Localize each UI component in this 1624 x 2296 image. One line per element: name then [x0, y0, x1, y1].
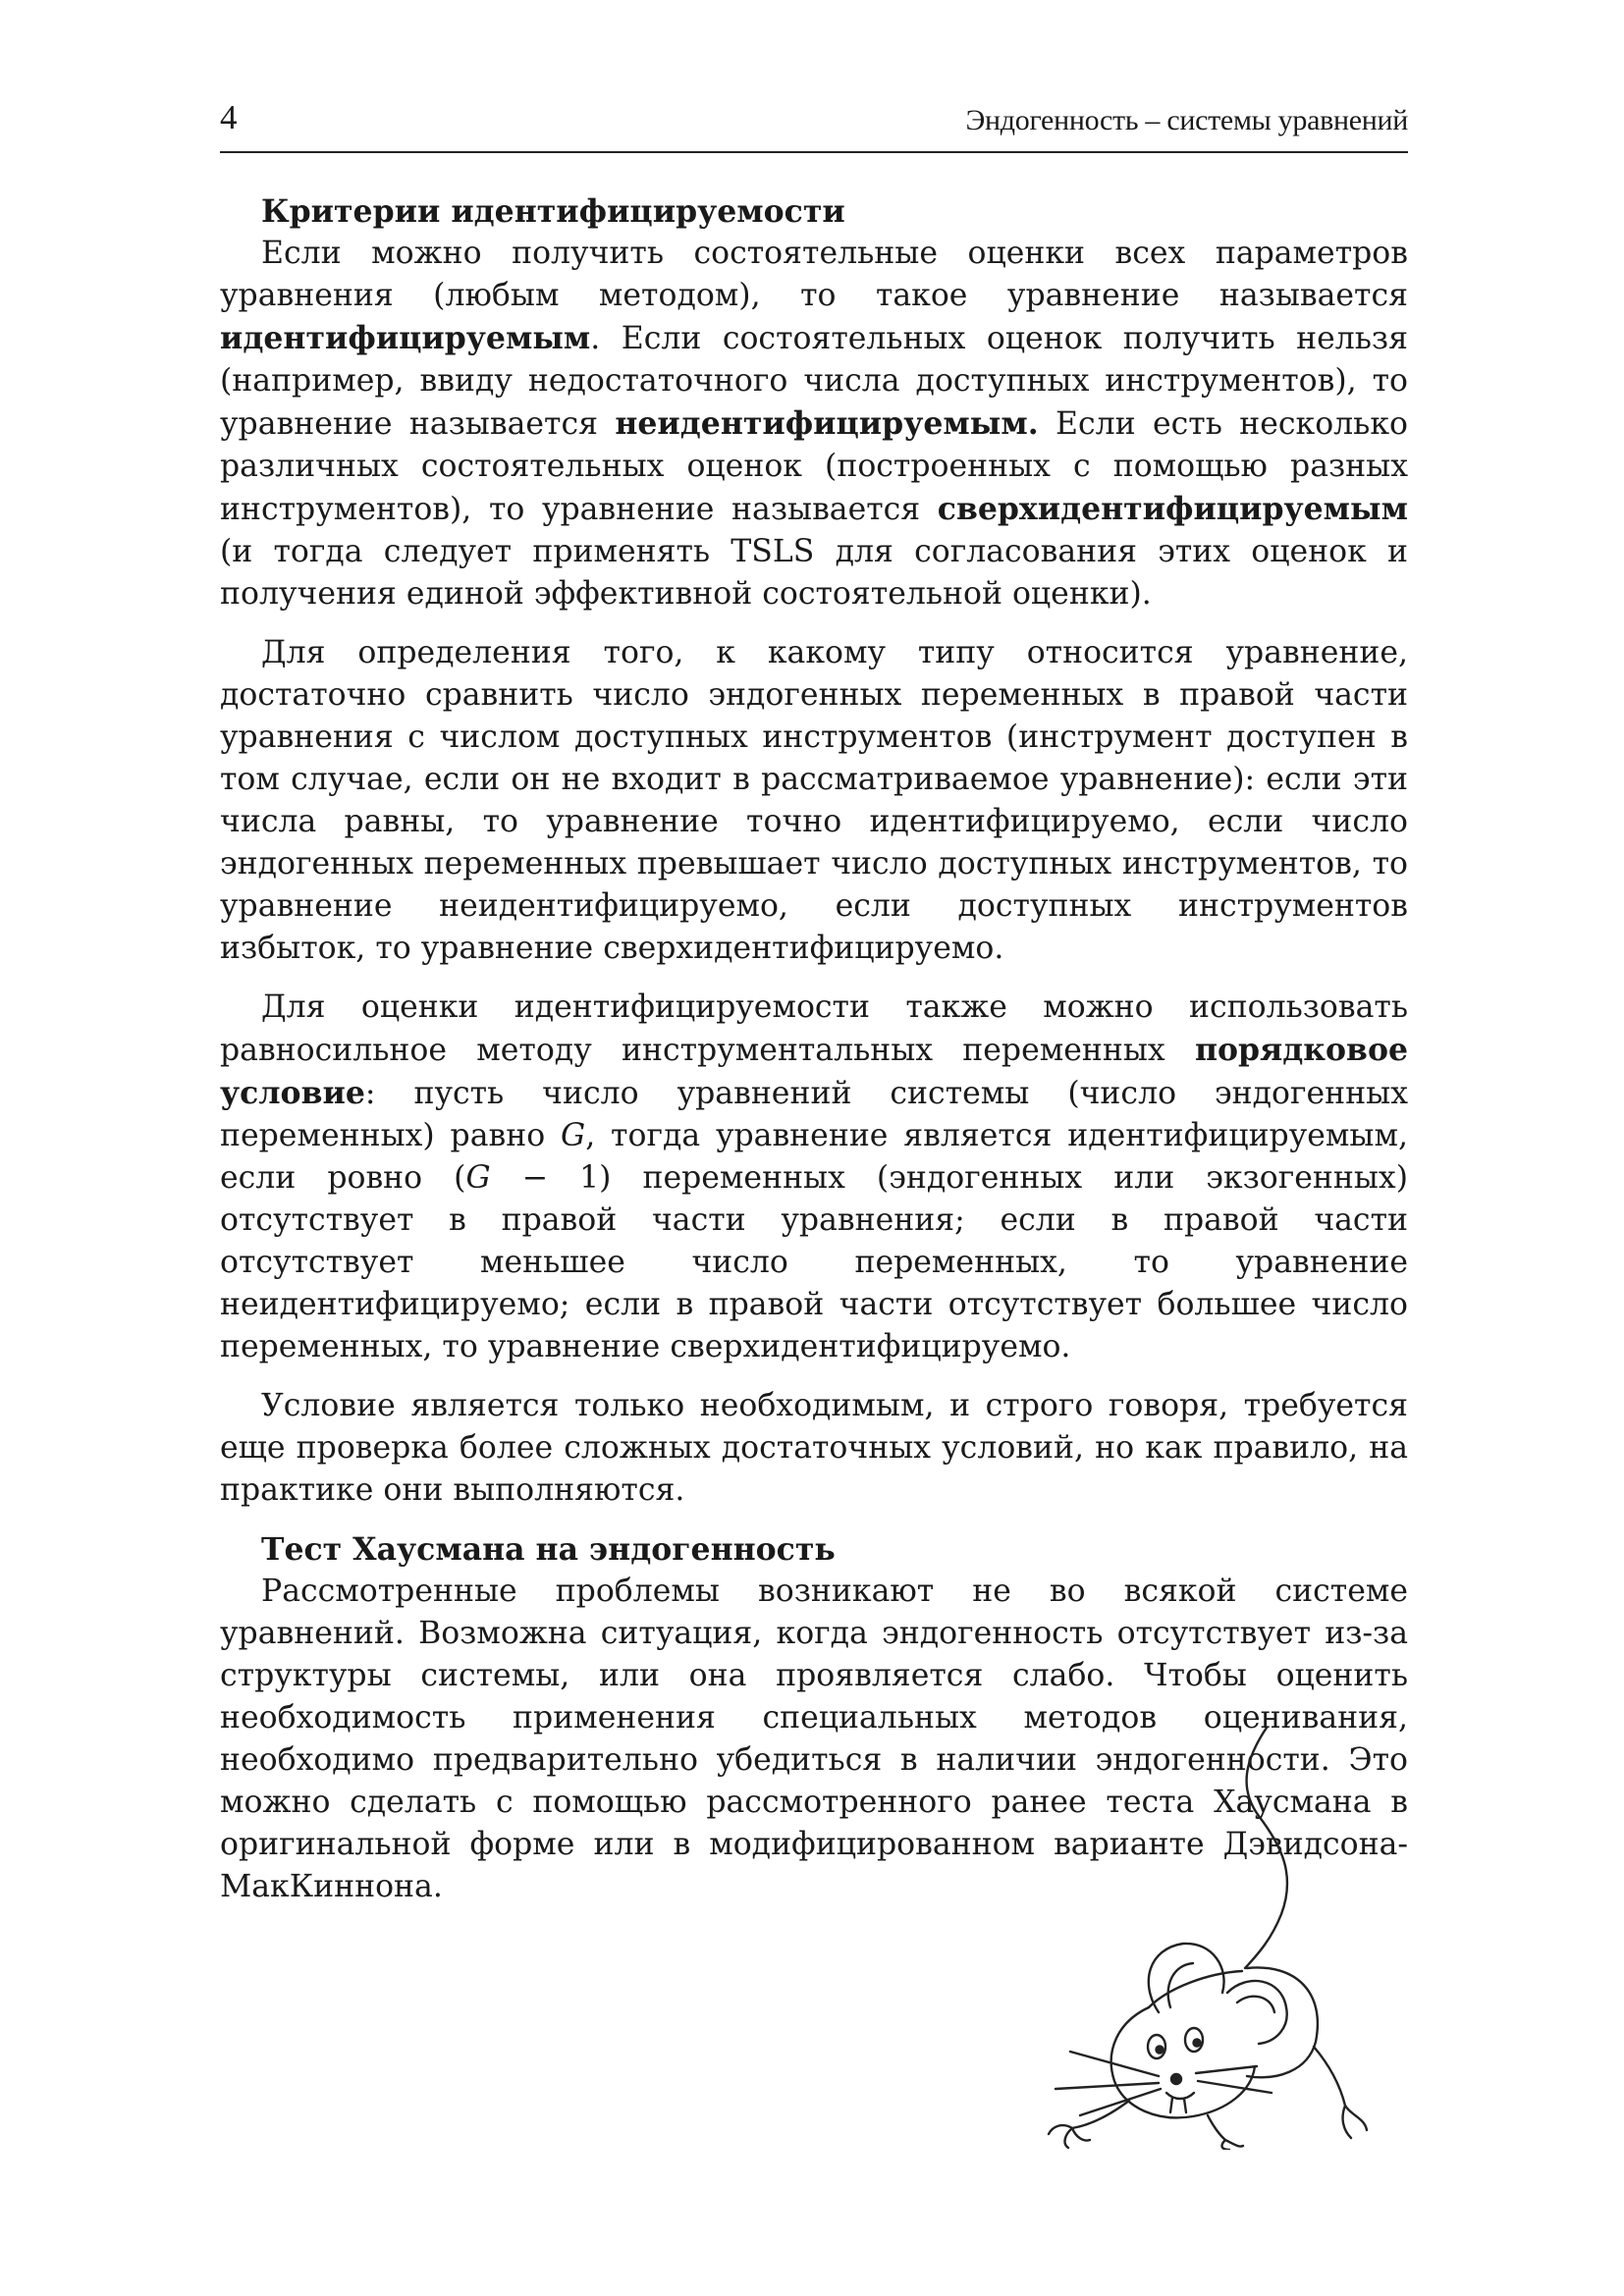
section-heading-identifiability: Критерии идентифицируемости — [261, 193, 845, 230]
text-run: Если есть несколько различных состоятельных оценок (построенных с помощью разных инструментов), то уравнение называется — [220, 406, 1408, 527]
term-identifiable: идентифицируемым — [220, 320, 591, 356]
mouse-illustration-icon — [1001, 1728, 1434, 2150]
section-heading-hausman-test: Тест Хаусмана на эндогенность — [261, 1531, 836, 1568]
text-run: (и тогда следует применять TSLS для согласования этих оценок и получения единой эффективной состоятельной оценки). — [220, 534, 1408, 612]
paragraph-hausman-test: Рассмотренные проблемы возникают не во всякой системе уравнений. Возможна ситуация, когда эндогенность отсутствует из-за структуры системы, или она проявляется слабо. Чтобы оценить необходимость применения специальных методов оценивания, необходимо предварительно убедиться в наличии эндогенности. Это можно сделать с помощью рассмотренного ранее теста Хаусмана в оригинальной форме или в модифицированном варианте Дэвидсона-МакКиннона. — [220, 1574, 1408, 1904]
math-variable-g: G — [561, 1118, 586, 1153]
paragraph-identifiability-definition — [220, 233, 1408, 615]
page-header — [220, 94, 1408, 153]
page-number: 4 — [220, 98, 238, 136]
term-order-condition: порядковое условие — [220, 1032, 1408, 1111]
paragraph-necessary-condition: Условие является только необходимым, и строго говоря, требуется еще проверка более сложных достаточных условий, но как правило, на практике они выполняются. — [220, 1388, 1408, 1508]
running-title: Эндогенность – системы уравнений — [965, 104, 1408, 136]
text-run: . Если состоятельных оценок получить нельзя (например, ввиду недостаточного числа доступных инструментов), то уравнение называется — [220, 321, 1408, 442]
text-run: : пусть число уравнений системы (число эндогенных переменных) равно — [220, 1076, 1408, 1153]
text-run: Для оценки идентифицируемости также можно использовать равносильное методу инструментальных переменных — [220, 989, 1408, 1068]
paragraph-identification-method: Для определения того, к какому типу относится уравнение, достаточно сравнить число эндогенных переменных в правой части уравнения с числом доступных инструментов (инструмент доступен в том случае, если он не входит в рассматриваемое уравнение): если эти числа равны, то уравнение точно идентифицируемо, если число эндогенных переменных превышает число доступных инструментов, то уравнение неидентифицируемо, если доступных инструментов избыток, то уравнение сверхидентифицируемо. — [220, 635, 1408, 966]
page-content — [220, 190, 1408, 1925]
text-run: , тогда уравнение является идентифицируемым, если ровно ( — [220, 1118, 1408, 1196]
term-overidentifiable: сверхидентифицируемым — [937, 491, 1408, 527]
text-run: − 1) переменных (эндогенных или экзогенных) отсутствует в правой части уравнения; если в правой части отсутствует меньшее число переменных, то уравнение неидентифицируемо; если в правой части отсутствует большее число переменных, то уравнение сверхидентифицируемо. — [220, 1160, 1408, 1364]
math-variable-g: G — [465, 1160, 491, 1196]
text-run: Если можно получить состоятельные оценки всех параметров уравнения (любым методом), то такое уравнение называется — [220, 236, 1408, 313]
term-unidentifiable: неидентифицируемым. — [615, 405, 1039, 442]
paragraph-order-condition — [220, 987, 1408, 1368]
